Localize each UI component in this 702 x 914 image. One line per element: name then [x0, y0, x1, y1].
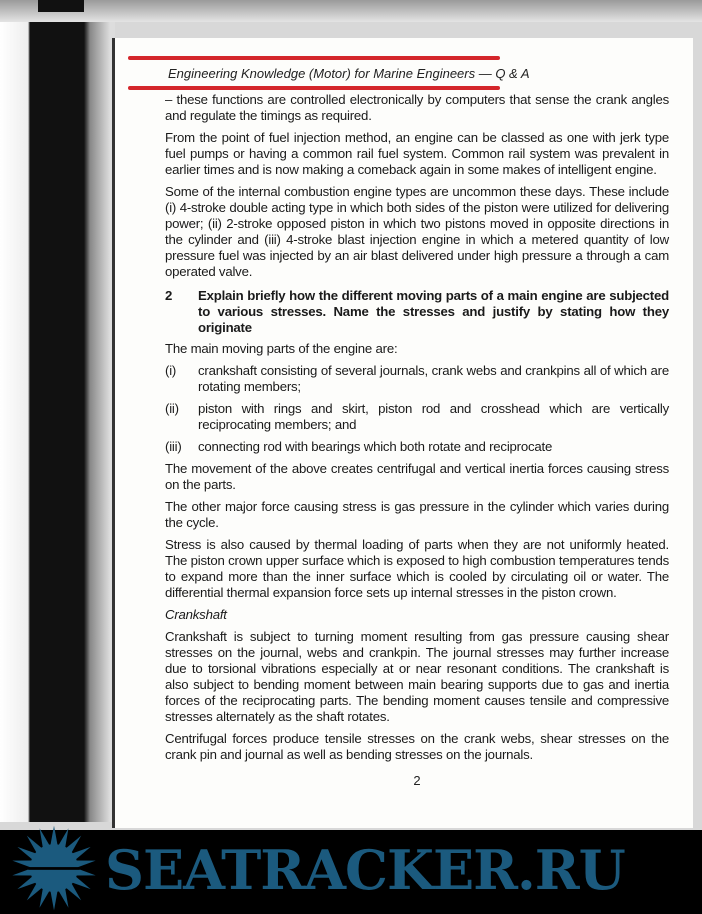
paragraph: From the point of fuel injection method, an engine can be classed as one with jerk type fuel pumps or having a common rail fuel system. Common rail system was prevalent in earlier times and is now making a comeback again in some makes of intelligent engine. — [165, 130, 669, 177]
list-marker: (i) — [165, 363, 177, 378]
paragraph: The main moving parts of the engine are: — [165, 341, 398, 356]
paragraph: Crankshaft is subject to turning moment resulting from gas pressure causing shear stresses on the journal, webs and crankpin. The journal stresses may further increase due to torsional vibrations especially at or near resonant conditions. The crankshaft is also subject to bending moment between main bearing supports due to gas and inertia forces of the reciprocating parts. The bending moment causes tensile and compressive stresses alternately as the shaft rotates. — [165, 629, 669, 724]
paragraph: – these functions are controlled electronically by computers that sense the crank angles and regulate the timings as required. — [165, 92, 669, 123]
scan-binding-shadow — [0, 22, 115, 822]
question-text: Explain briefly how the different moving parts of a main engine are subjected to various stresses. Name the stresses and justify by stating how they originate — [198, 288, 669, 335]
subheading: Crankshaft — [165, 607, 227, 622]
paragraph: The other major force causing stress is gas pressure in the cylinder which varies during the cycle. — [165, 499, 669, 530]
running-title: Engineering Knowledge (Motor) for Marine Engineers — Q & A — [168, 66, 530, 81]
list-text: piston with rings and skirt, piston rod and crosshead which are vertically reciprocating members; and — [198, 401, 669, 432]
paragraph: Stress is also caused by thermal loading of parts when they are not uniformly heated. The piston crown upper surface which is exposed to high combustion temperatures tends to expand more than the inner surface which is cooled by circulating oil or water. The differential thermal expansion force sets up internal stresses in the piston crown. — [165, 537, 669, 600]
question-number: 2 — [165, 288, 173, 303]
document-body — [165, 92, 669, 789]
scan-top-band — [0, 0, 702, 22]
list-item — [165, 401, 669, 433]
sun-logo-icon — [4, 822, 104, 914]
header-rule-top — [128, 56, 500, 60]
list-text: crankshaft consisting of several journals, crank webs and crankpins all of which are rotating members; — [198, 363, 669, 394]
paragraph: Centrifugal forces produce tensile stresses on the crank webs, shear stresses on the crank pin and journal as well as bending stresses on the journals. — [165, 731, 669, 762]
page-number: 2 — [413, 773, 421, 788]
watermark-text: SEATRACKER.RU — [105, 838, 625, 902]
header-rule-bottom — [128, 86, 500, 90]
list-text: connecting rod with bearings which both rotate and reciprocate — [198, 439, 553, 454]
list-item — [165, 439, 669, 455]
paragraph: Some of the internal combustion engine types are uncommon these days. These include (i) 4-stroke double acting type in which both sides of the piston were utilized for delivering power; (ii) 2-stroke opposed piston in which two pistons moved in opposite directions in the cylinder and (iii) 4-stroke blast injection engine in which a metered quantity of low pressure fuel was injected by an air blast delivered under high pressure a through a cam operated valve. — [165, 184, 669, 279]
list-marker: (ii) — [165, 401, 179, 416]
scan-artifact — [38, 0, 84, 12]
question — [165, 288, 669, 336]
list-item — [165, 363, 669, 395]
paragraph: The movement of the above creates centrifugal and vertical inertia forces causing stress on the parts. — [165, 461, 669, 492]
list-marker: (iii) — [165, 439, 182, 454]
